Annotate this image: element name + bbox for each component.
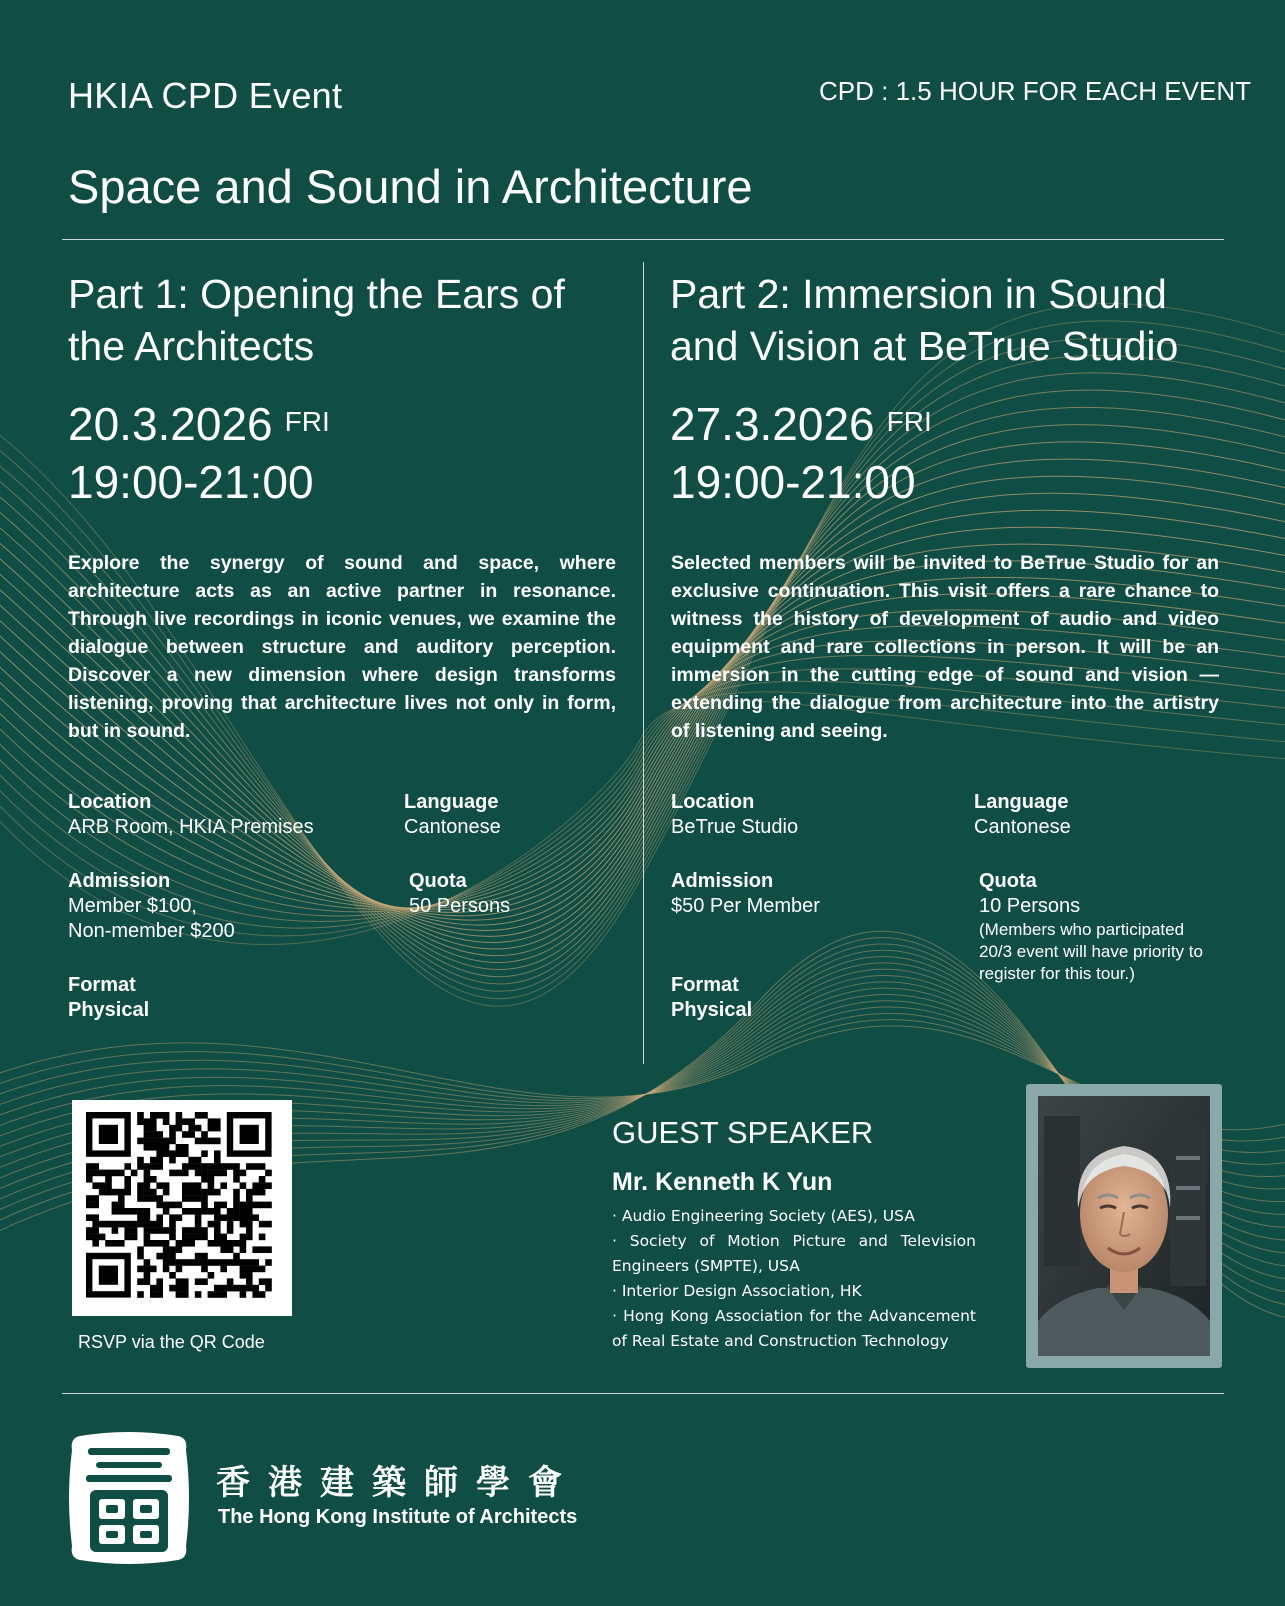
- part2-location-value: BeTrue Studio: [671, 816, 799, 838]
- part1-date: [68, 396, 330, 452]
- part1-admission: [68, 869, 235, 944]
- part1-admission-line1: Member $100,: [68, 895, 197, 917]
- part1-time: 19:00-21:00: [68, 456, 314, 508]
- part1-title-line2: the Architects: [68, 323, 315, 369]
- part2-date: [670, 396, 932, 452]
- affiliation-item: · Audio Engineering Society (AES), USA: [612, 1207, 915, 1225]
- institute-name-chinese: 香港建築師學會: [216, 1463, 580, 1503]
- part1-date-value: 20.3.2026: [68, 398, 273, 450]
- part2-admission-label: Admission: [671, 870, 774, 892]
- speaker-photo-frame: [1026, 1084, 1222, 1368]
- part2-admission: [671, 869, 820, 919]
- page-title: Space and Sound in Architecture: [68, 160, 753, 213]
- part1-format-value: Physical: [68, 999, 150, 1021]
- hkia-logo-icon: [66, 1428, 192, 1568]
- part1-format-label: Format: [68, 974, 136, 996]
- part1-quota-label: Quota: [409, 870, 467, 892]
- part2-location: [671, 790, 798, 840]
- affiliation-item: · Society of Motion Picture and Television Engineers (SMPTE), USA: [612, 1232, 976, 1275]
- top-divider: [62, 239, 1224, 240]
- part1-quota: [409, 869, 510, 919]
- part2-language: [974, 790, 1071, 840]
- part1-format: [68, 973, 149, 1023]
- event-label: HKIA CPD Event: [68, 75, 343, 116]
- part2-quota-label: Quota: [979, 870, 1037, 892]
- part1-title: [68, 268, 628, 372]
- affiliation-item: · Interior Design Association, HK: [612, 1282, 862, 1300]
- part2-title: [670, 268, 1230, 372]
- part1-location-value: ARB Room, HKIA Premises: [68, 816, 314, 838]
- part2-location-label: Location: [671, 791, 755, 813]
- speaker-affiliations: [612, 1204, 976, 1354]
- part2-title-line2: and Vision at BeTrue Studio: [670, 323, 1179, 369]
- part2-language-label: Language: [974, 791, 1069, 813]
- part2-format-value: Physical: [671, 999, 753, 1021]
- part2-title-line1: Part 2: Immersion in Sound: [670, 271, 1167, 317]
- part1-language: [404, 790, 501, 840]
- part1-location: [68, 790, 314, 840]
- column-divider: [643, 262, 644, 1064]
- affiliation-item: · Hong Kong Association for the Advancement of Real Estate and Construction Technology: [612, 1307, 976, 1350]
- part1-quota-value: 50 Persons: [409, 895, 511, 917]
- part1-title-line1: Part 1: Opening the Ears of: [68, 271, 565, 317]
- part2-column: [670, 268, 1230, 372]
- part2-description: Selected members will be invited to BeTrue Studio for an exclusive continuation. This visit offers a rare chance to witness the history of development of audio and video equipment and rare collections in person. It will be an immersion in the cutting edge of sound and vision — extending the dialogue from architecture into the artistry of listening and seeing.: [671, 552, 1219, 742]
- part2-quota: [979, 869, 1219, 985]
- part1-language-label: Language: [404, 791, 499, 813]
- institute-name-english: The Hong Kong Institute of Architects: [218, 1506, 578, 1528]
- speaker-name: Mr. Kenneth K Yun: [612, 1168, 833, 1196]
- part2-weekday: FRI: [886, 406, 932, 437]
- part1-admission-label: Admission: [68, 870, 171, 892]
- part1-language-value: Cantonese: [404, 816, 501, 838]
- part2-format: [671, 973, 752, 1023]
- rsvp-qr-code[interactable]: [72, 1100, 292, 1316]
- part2-quota-value: 10 Persons: [979, 895, 1081, 917]
- qr-code-icon: [72, 1100, 292, 1316]
- part1-location-label: Location: [68, 791, 152, 813]
- part1-admission-line2: Non-member $200: [68, 920, 235, 942]
- rsvp-caption: RSVP via the QR Code: [78, 1332, 265, 1352]
- part2-language-value: Cantonese: [974, 816, 1071, 838]
- bottom-divider: [62, 1393, 1224, 1394]
- part1-description: Explore the synergy of sound and space, where architecture acts as an active partner in resonance. Through live recordings in iconic venues, we examine the dialogue between structure and auditory perception. Discover a new dimension where design transforms listening, proving that architecture lives not only in form, but in sound.: [68, 552, 616, 742]
- part1-column: [68, 268, 628, 372]
- speaker-photo: [1038, 1096, 1210, 1356]
- part2-time: 19:00-21:00: [670, 456, 916, 508]
- part2-admission-value: $50 Per Member: [671, 895, 820, 917]
- cpd-hours-label: CPD : 1.5 HOUR FOR EACH EVENT: [819, 76, 1251, 106]
- guest-speaker-heading: GUEST SPEAKER: [612, 1115, 874, 1150]
- part1-weekday: FRI: [284, 406, 330, 437]
- part2-date-value: 27.3.2026: [670, 398, 875, 450]
- part2-quota-note: (Members who participated 20/3 event will have priority to register for this tour.): [979, 920, 1203, 983]
- part2-format-label: Format: [671, 974, 739, 996]
